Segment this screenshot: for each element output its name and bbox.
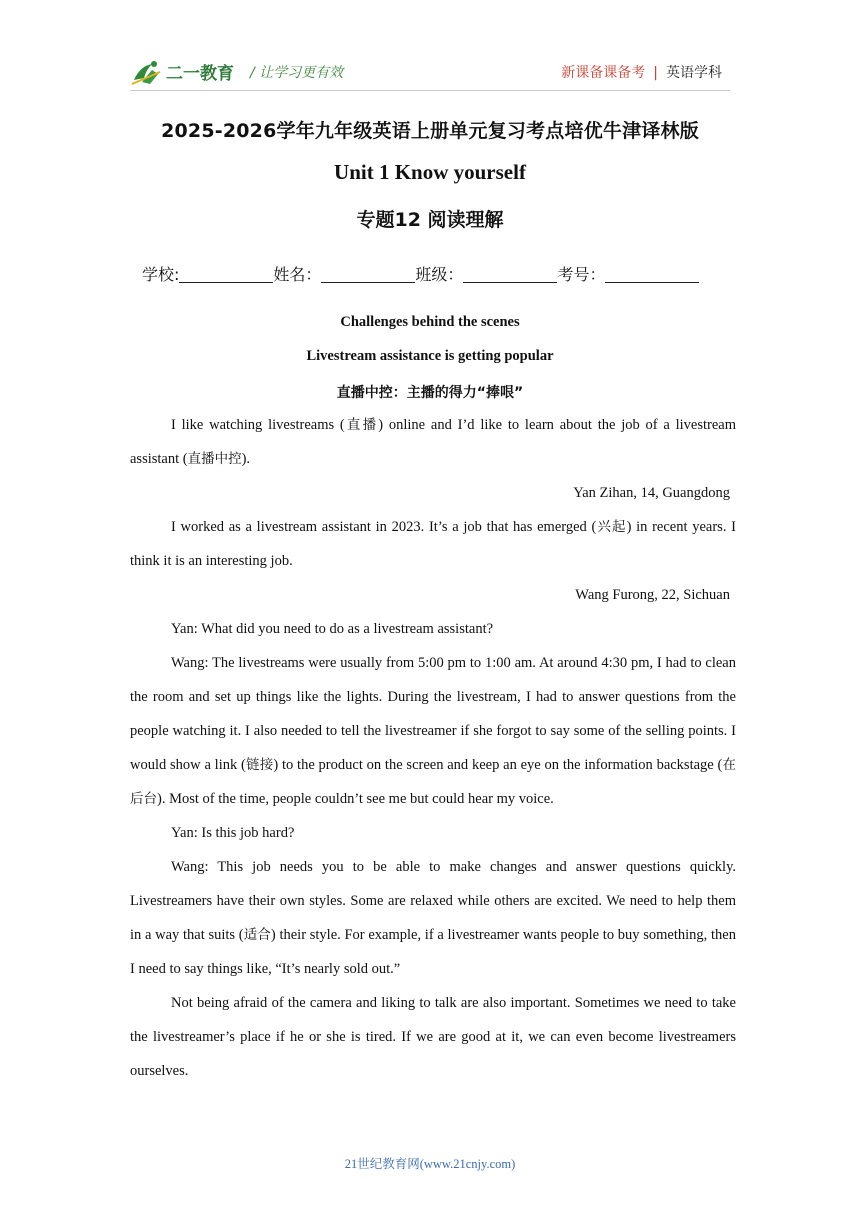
page-header bbox=[130, 56, 730, 91]
topic-title: 专题12 阅读理解 bbox=[356, 209, 504, 231]
slogan: / 让学习更有效 bbox=[250, 65, 344, 81]
paragraph: I like watching livestreams (直播) online and I’d like to learn about the job of a livestream assistant (直播中控). bbox=[130, 417, 737, 467]
unit-title: Unit 1 Know yourself bbox=[334, 160, 526, 184]
svg-text:二一教育: 二一教育 bbox=[166, 64, 234, 84]
header-label: 新课备课备考 bbox=[561, 65, 646, 81]
page-footer: 21世纪教育网(www.21cnjy.com) bbox=[344, 1157, 516, 1171]
question: Yan: What did you need to do as a livestream assistant? bbox=[171, 621, 494, 637]
paragraph: I worked as a livestream assistant in 2023. It’s a job that has emerged (兴起) in recent years. I think it is an interesting job. bbox=[130, 519, 736, 569]
number-label: 考号： bbox=[557, 265, 606, 284]
class-label: 班级： bbox=[415, 265, 464, 284]
header-separator: | bbox=[653, 65, 658, 81]
paragraph: Not being afraid of the camera and liking to talk are also important. Sometimes we need to take the livestreamer’s place if he or she is tired. If we are good at it, we can even become livestreamers ourselves. bbox=[130, 995, 736, 1079]
name-blank[interactable] bbox=[321, 266, 415, 283]
signature: Yan Zihan, 14, Guangdong bbox=[573, 485, 730, 501]
answer: Wang: The livestreams were usually from 5:00 pm to 1:00 am. At around 4:30 pm, I had to clean the room and set up things like the lights. During the livestream, I had to answer questions from the people watching it. I also needed to tell the livestreamer if she forgot to say some of the selling points. I would show a link (链接) to the product on the screen and keep an eye on the information backstage (在后台). Most of the time, people couldn’t see me but could hear my voice. bbox=[130, 655, 737, 807]
school-blank[interactable] bbox=[179, 266, 273, 283]
header-right bbox=[561, 62, 722, 82]
signature: Wang Furong, 22, Sichuan bbox=[575, 587, 730, 603]
answer: Wang: This job needs you to be able to make changes and answer questions quickly. Livestreamers have their own styles. Some are relaxed while others are excited. We need to help them in a way that suits (适合) their style. For example, if a livestreamer wants people to buy something, then I need to say things like, “It’s nearly sold out.” bbox=[130, 859, 736, 977]
article-heading-2: Livestream assistance is getting popular bbox=[306, 348, 554, 364]
article-heading-1: Challenges behind the scenes bbox=[340, 314, 520, 330]
article-body bbox=[130, 408, 736, 1088]
header-subject: 英语学科 bbox=[666, 65, 722, 81]
class-blank[interactable] bbox=[463, 266, 557, 283]
name-label: 姓名： bbox=[273, 265, 322, 284]
article-heading-3: 直播中控：主播的得力“捧哏” bbox=[336, 385, 524, 401]
logo-icon bbox=[130, 58, 242, 86]
number-blank[interactable] bbox=[605, 266, 699, 283]
question: Yan: Is this job hard? bbox=[171, 825, 295, 841]
school-label: 学校: bbox=[142, 265, 180, 284]
main-title: 2025-2026学年九年级英语上册单元复习考点培优牛津译林版 bbox=[161, 120, 699, 142]
student-info-line bbox=[142, 262, 742, 285]
